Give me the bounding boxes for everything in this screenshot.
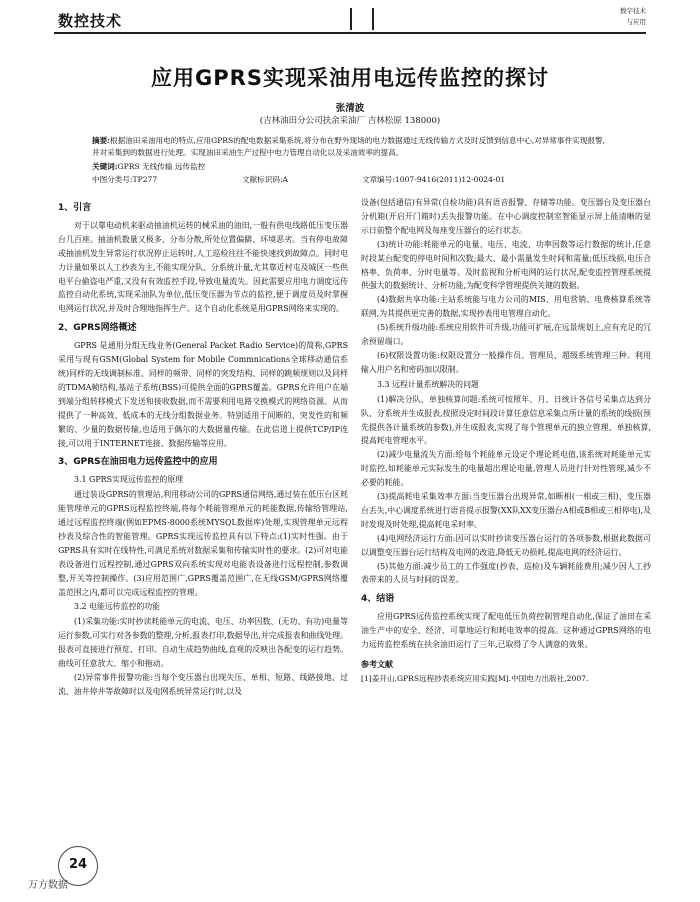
paragraph: (5)系统升级功能:系统应用软件可升级,功能可扩展,在远景规划上,应有充足的冗余预留端口。 — [361, 323, 651, 347]
page-number: 24 — [68, 857, 88, 872]
subsection-heading: 3.2 电能远传监控的功能 — [74, 602, 161, 612]
reference-item: [1]姜开山.GPRS远程抄表系统应用实践[M].中国电力出版社,2007. — [361, 673, 589, 683]
abstract-label: 摘要: — [92, 136, 110, 145]
references-heading: 参考文献 — [361, 660, 393, 669]
section-heading: 4、结语 — [361, 594, 395, 605]
badge-bottom: 与应用 — [626, 18, 646, 26]
paragraph: (3)提高耗电采集效率方面:当变压器台出现异常,如断相(一相或三相)、变压器台丢失,中心调度系统进行语音提示报警(XX队XX变压器台A相或B相或三相停电),及时发现及时处理,提高耗电采时率。 — [361, 492, 651, 529]
paragraph: (2)异常事件报警功能:当每个变压器台出现失压、单相、短路、线路接地、过流、油井停井等故障时以及电网系统异常运行时,以及 — [58, 673, 348, 696]
section-heading: 1、引言 — [58, 203, 92, 213]
paragraph: (1)解决分队、单独核算问题:系统可按照年、月、日统计各信号采集点达到分队、分系统并生成报表,按照设定时间段计算任意信息采集点所计量的系统的线损(预先提供各计量系统的参数),并生成报表,实现了每个管理单元的独立管理、单独核算,提高耗电管理水平。 — [361, 394, 651, 446]
abstract — [92, 135, 612, 159]
abstract-text: 根据油田采油用电的特点,应用GPRS的配电数据采集系统,将分布在野外现场的电力数据通过无线传输方式及时反馈到信息中心,对异常事件实现报警,并对采集到的数据进行处理。实现油田采油生产过程中电力管理自动化以及采油效率的提高。 — [92, 136, 605, 157]
paragraph: 通过装设GPRS的管理站,利用移动公司的GPRS通信网络,通过装在低压台区耗能管理单元的GPRS远程监控终端,将每个耗能管理单元的耗能数据,传输给管理站,通过远程监控终端(例如EPMS-8000系统MYSQL数据库)处理,实现管理单元远程抄表及综合性的智能管理。GPRS实现远传监控具有以下特点:(1)实时性强。由于GPRS具有实时在线特性,可满足系统对数据采集和传输实时性的要求。(2)可对电能表设备进行远程控制,通过GPRS双向系统实现对电能表设备进行远程控制,参数调整,开关等控制操作。(3)应用范围广,GPRS覆盖范围广,在无线GSM/GPRS网络覆盖范围之内,都可以完成远程监控的管理。 — [58, 490, 348, 597]
paragraph: (4)数据共享功能:主站系统能与电力公司的MIS、用电营销、电费核算系统等联网,为其提供更完善的数据,实现抄表用电管理自动化。 — [361, 295, 651, 319]
paragraph: 设备(包括通信)有异常(自检功能)具有语音报警、存储等功能。变压器台及变压器台分机箱(开启开门箱时)丢失报警功能。在中心调度控制室智能显示屏上能清晰的显示日前整个配电网及每座变压器台的运行状态。 — [361, 198, 651, 235]
badge-top: 数字技术 — [620, 7, 646, 15]
journal-badge — [576, 6, 646, 30]
paragraph: 应用GPRS远传监控系统实现了配电低压负荷控制管理自动化,保证了油田在采油生产中的安全、经济、可靠地运行和耗电效率的提高。这种通过GPRS网络的电力远传监控系统在扶余油田运行了三年,已取得了令人满意的效果。 — [361, 612, 651, 650]
paragraph: (3)统计功能:耗能单元的电量、电压、电流、功率因数等运行数据的统计,任意时段某台配变的停电时间和次数;最大、最小需量发生时间和需量;低压线损,电压合格率、负荷率、分时电量等。及时监视和分析电网的运行状况,配变监控管理系统提供强大的数据统计、分析功能,为配变科学管理提供关键的数据。 — [361, 239, 651, 291]
subsection-heading: 3.1 GPRS实现远传监控的原理 — [74, 475, 184, 485]
header-rule — [54, 32, 646, 34]
paragraph: (6)权限设置功能:权限设置分一般操作员、管理员、超级系统管理三种。利用输入用户名和密码加以限制。 — [361, 350, 651, 374]
section-heading: 2、GPRS网络概述 — [58, 323, 137, 334]
header-divider-bars — [350, 8, 374, 30]
paragraph: (4)电网经济运行方面:因可以实时抄读变压器台运行的各项参数,根据此数据可以调整变压器台运行结构及电网的改造,降低无功损耗,提高电网的经济运行。 — [361, 533, 651, 557]
section-title: 数控技术 — [58, 12, 123, 30]
keywords-text: GPRS 无线传输 远传监控 — [117, 162, 206, 171]
clc-number: 中图分类号:TP277 — [92, 175, 158, 184]
watermark: 万方数据 — [28, 880, 68, 891]
journal-header — [0, 0, 700, 44]
paragraph: 对于以靠电动机来驱动抽油机运转的械采油的油田,一般有供电线路低压变压器台几百座。抽油机数量又极多、分布分散,所处位置偏僻、环境恶劣。当有停电故障或抽油机发生异常运行状况停止运转时,人工巡检往往不能快速找到故障点。同时电力计量如果以人工抄表为主,不能实现分队、分系统计量,尤其靠近村屯及城区一些供电平台偷盗电严重,又没有有效监控手段,导致电量流失。因此需要应用电力调度远传监控自动化系统,实现采油队为单位,低压变压器为节点的监控,便于调度员及时掌握电网运行状况,并及时合理地指挥生产。这个自动化系统是用GPRS网络来实现的。 — [58, 220, 348, 314]
section-heading: 3、GPRS在油田电力远传监控中的应用 — [58, 457, 218, 468]
paragraph: (1)采集功能:实时抄读耗能单元的电流、电压、功率因数、(无功、有功)电量等运行参数,可实行对各参数的整理,分析,报表打印,数据导出,并完成报表和曲线处理。报表可直接进行预览、打印。自动生成趋势曲线,直观的反映出各配变的运行趋势。曲线可任意放大、缩小和拖动。 — [58, 617, 348, 669]
keywords — [92, 161, 205, 172]
article-title: 应用GPRS实现采油用电远传监控的探讨 — [151, 66, 549, 90]
right-column — [361, 196, 651, 686]
paragraph: (2)减少电量流失方面:给每个耗能单元设定个理论耗电值,该系统对耗能单元实时监控,如耗能单元实际发生的电量超出理论电量,管理人员进行针对性管理,减少不必要的耗能。 — [361, 450, 651, 488]
article-number: 文章编号:1007-9416(2011)12-0024-01 — [362, 175, 506, 184]
doc-code: 文献标识码:A — [242, 175, 289, 184]
article-author: 张清波 — [335, 103, 365, 114]
paragraph: GPRS 是通用分组无线业务(General Packet Radio Service)的简称,GPRS采用与现有GSM(Global System for Mobile Commnications全球移动通信系统)同样的无线调制标准、同样的频带、同样的突发结构、同样的跳频规则以及同样的TDMA帧结构,基站子系统(BSS)可提供全面的GPRS覆盖。GPRS允许用户在端到端分组转移模式下发送和接收数据,而不需要利用电路交换模式的网络资源。从而提供了一种高效、低成本的无线分组数据业务。特别适用于间断的、突发性的和频繁的、少量的数据传输,也适用于偶尔的大数据量传输。在此信道上提供TCP/IP连接,可以用于INTERNET连接、数据传输等应用。 — [58, 341, 348, 448]
article-affiliation: (吉林油田分公司扶余采油厂 吉林松原 138000) — [259, 116, 441, 126]
paragraph: (5)其他方面:减少员工的工作强度(抄表、巡检)及车辆耗能费用;减少因人工抄表带来的人员与时间的误差。 — [361, 561, 651, 585]
left-column — [58, 196, 348, 699]
keywords-label: 关键词: — [92, 162, 118, 171]
subsection-heading: 3.3 远程计量系统解决的问题 — [377, 379, 479, 389]
